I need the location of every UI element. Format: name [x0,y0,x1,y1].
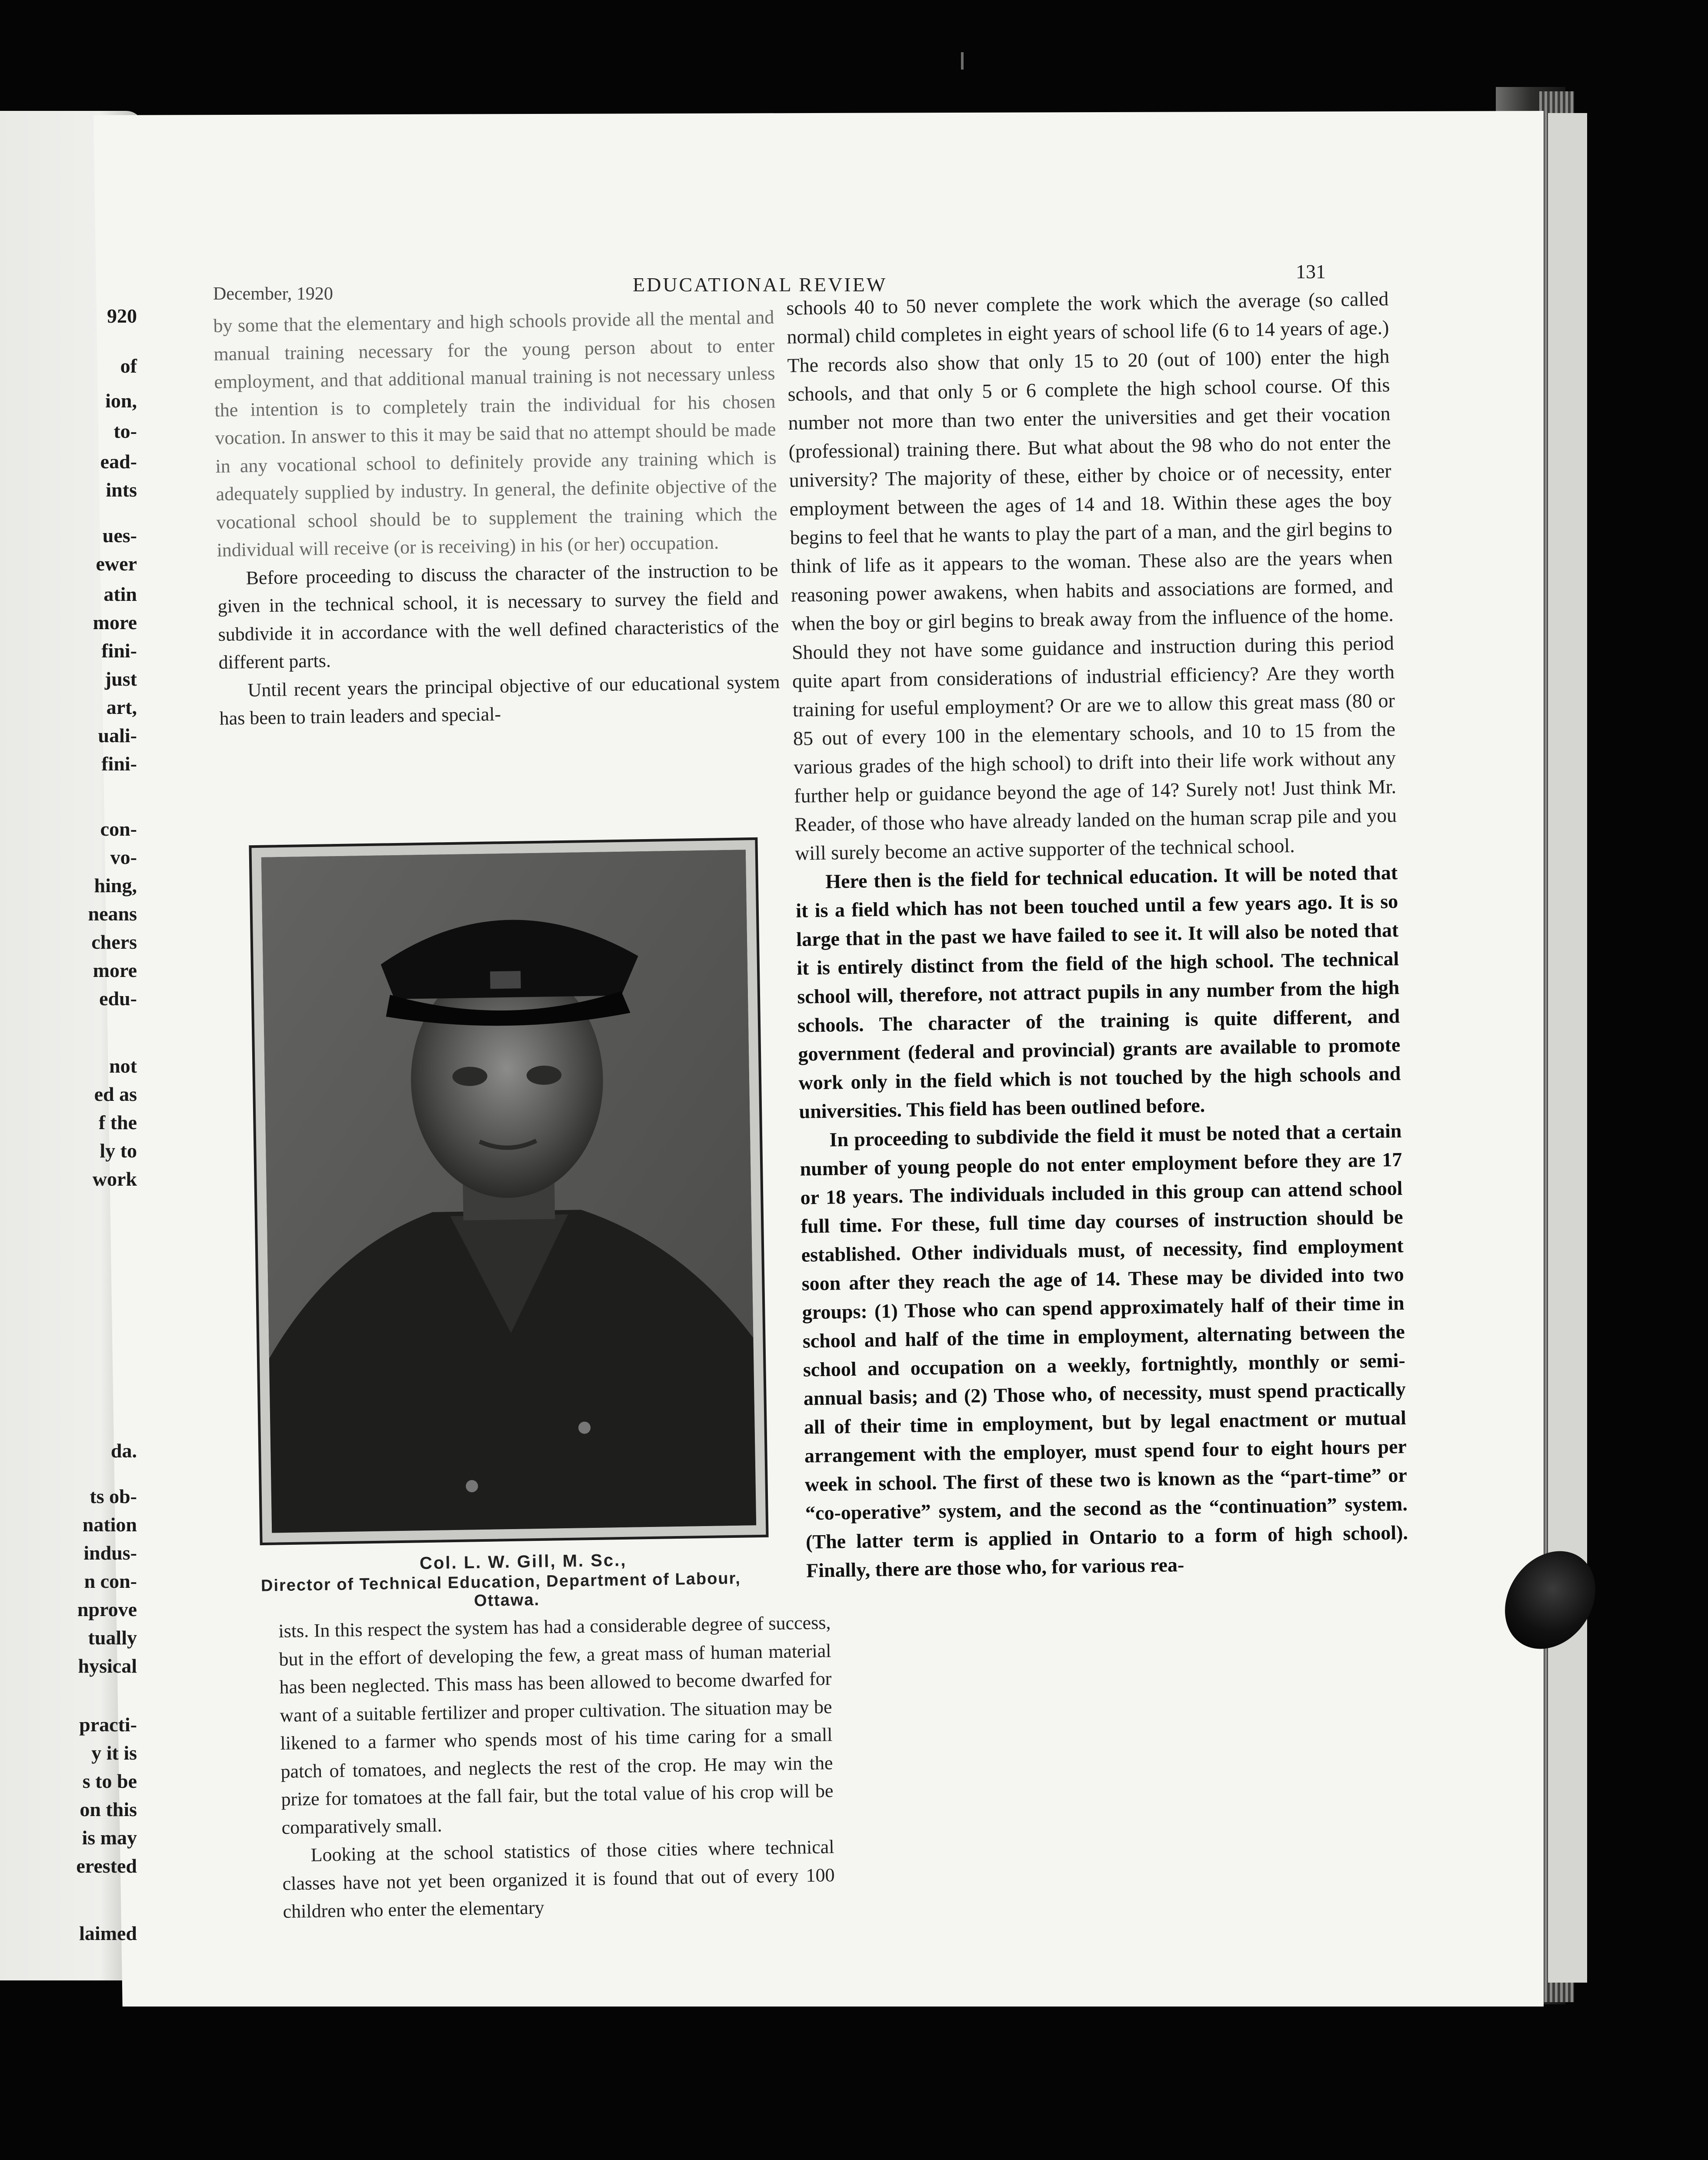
photo-caption-role: Director of Technical Education, Department of Labour, [260,1569,741,1595]
left-page-fragment: f the [98,1111,137,1133]
paragraph: Here then is the field for technical education. It will be noted that it is a field which has not been touched until a few years ago. It is so large that in the past we have failed to see it. It will also be noted that it is entirely distinct from the field of the high school. The technical school will, therefore, not attract pupils in any number from the high schools. The character of the training is quite different, and government (federal and provincial) grants are available to promote work only in the field which is not touched by the high schools and universities. This field has been outlined before. [795,861,1401,1123]
left-page-fragment: ewer [96,553,137,575]
left-page-fragment: ts ob- [90,1485,137,1507]
portrait-photo-frame [249,837,768,1545]
photo-caption-city: Ottawa. [474,1590,540,1610]
film-mark [961,52,964,70]
left-page-fragment: fini- [101,640,137,662]
left-page-fragment: just [104,668,137,690]
left-page-fragment: on this [80,1798,137,1820]
left-page-fragment: more [93,611,137,633]
right-back-page [1548,113,1587,1983]
paragraph: Looking at the school statistics of those cities where technical classes have not yet been organized it is found that out of every 100 children who enter the elementary [282,1836,835,1922]
left-page-fragment: work [92,1168,137,1190]
left-page-fragment: y it is [91,1742,137,1764]
left-page-fragment: ed as [94,1083,137,1105]
left-page-fragment: nation [82,1513,137,1536]
page-number: 131 [1296,260,1326,283]
portrait-illustration [261,850,756,1533]
column-1-top [213,303,781,733]
left-page-fragment: atin [103,583,137,605]
left-page-fragment: art, [106,696,137,718]
left-page-fragment: fini- [101,753,137,775]
paragraph: Before proceeding to discuss the character of the instruction to be given in the technical school, it is necessary to survey the field and subdivide it in accordance with the well defined characteristics of the different parts. [217,559,779,673]
left-page-fragment: neans [88,903,137,925]
left-page-fragment: s to be [82,1770,137,1792]
left-page-fragment: practi- [79,1713,137,1736]
left-page-fragment: ues- [102,524,137,547]
journal-title: EDUCATIONAL REVIEW [633,273,887,296]
left-page-fragment: da. [110,1440,137,1462]
left-page-fragment: is may [82,1827,137,1849]
left-page-fragment: uali- [98,724,137,747]
left-page-fragment: n con- [84,1570,137,1592]
left-page-fragment: more [93,959,137,981]
left-page-fragment: edu- [99,987,137,1010]
column-2 [786,284,1408,1585]
left-page-fragment: ion, [105,390,137,412]
left-page-fragment: ead- [100,450,137,473]
left-page-fragment: 920 [107,305,137,327]
left-page-fragment: vo- [110,846,137,868]
issue-date: December, 1920 [213,284,333,304]
left-page-fragment: to- [113,420,137,442]
left-page-fragment: tually [88,1627,137,1649]
paragraph: schools 40 to 50 never complete the work which the average (so called normal) child completes in eight years of school life (6 to 14 years of age.) The records also show that only 15 to 20 (out of 100) enter the high schools, and that only 5 or 6 complete the high school course. Of this number not more than two enter the universities and get their vocation (professional) training there. But what about the 98 who do not enter the university? The majority of these, either by choice or of necessity, enter employment between the ages of 14 and 18. Within these ages the boy begins to feel that he wants to play the part of a man, and the girl begins to think of life as it appears to the woman. These also are the years when reasoning power awakens, when habits and associations are formed, and when the boy or girl begins to break away from the influence of the home. Should they not have some guidance and instruction during this period quite apart from considerations of industrial efficiency? Are they worth training for useful employment? Or are we to allow this great mass (80 or 85 out of every 100 in the elementary schools, and 10 to 15 from the various grades of the high school) to drift into their life work without any further help or guidance beyond the age of 14? Surely not! Just think Mr. Reader, of those who have already landed on the human scrap pile and you will surely become an active supporter of the technical school. [786,287,1397,864]
left-page-fragment: indus- [83,1542,137,1564]
left-page-fragment: of [120,355,137,377]
left-page-fragment: nprove [77,1598,137,1620]
left-page-fragment: ly to [100,1140,137,1162]
paragraph: Until recent years the principal objective of our educational system has been to train leaders and special- [219,671,780,729]
left-page-fragment: not [109,1055,137,1077]
left-page-fragment: chers [91,931,137,953]
paragraph: ists. In this respect the system has had a considerable degree of success, but in the effort of developing the few, a great mass of human material has been neglected. This mass has been allowed to become dwarfed for want of a suitable fertilizer and proper cultivation. The situation may be likened to a farmer who spends most of his time caring for a small patch of tomatoes, and neglects the rest of the crop. He may win the prize for tomatoes at the fall fair, but the total value of his crop will be comparatively small. [278,1612,834,1838]
left-page-fragment: erested [76,1855,137,1877]
left-page-fragment: ints [106,479,137,501]
paragraph: In proceeding to subdivide the field it must be noted that a certain number of young people do not enter employment before they are 17 or 18 years. The individuals included in this group can attend school full time. For these, full time day courses of instruction should be established. Other individuals must, of necessity, find employment soon after they reach the age of 14. These may be divided into two groups: (1) Those who can spend approximately half of their time in school and half of the time in employment, alternating between the school and occupation on a weekly, fortnightly, monthly or semi-annual basis; and (2) Those who, of necessity, must spend practically all of their time in employment, but by legal enactment or mutual arrangement with the employer, must spend four to eight hours per week in school. The first of these two is known as the “part-time” or “co-operative” system, and the second as the “continuation” system. (The latter term is applied in Ontario to a form of high school). Finally, there are those who, for various rea- [800,1120,1408,1582]
left-page-fragment: con- [100,818,137,840]
portrait-photo [261,850,756,1533]
left-page-fragment: laimed [79,1922,137,1944]
column-1-bottom [278,1609,835,1926]
left-page-fragment: hing, [94,874,137,897]
paragraph: by some that the elementary and high schools provide all the mental and manual training necessary for the young person about to enter employment, and that additional manual training is not necessary unless the intention is to completely train the individual for his chosen vocation. In answer to this it may be said that no attempt should be made in any vocational school to definitely provide any training which is adequately supplied by industry. In general, the definite objective of the vocational school should be to supplement the training which the individual will receive (or is receiving) in his (or her) occupation. [213,306,777,561]
photo-caption-name: Col. L. W. Gill, M. Sc., [419,1550,627,1573]
left-page-fragment: hysical [78,1655,137,1677]
